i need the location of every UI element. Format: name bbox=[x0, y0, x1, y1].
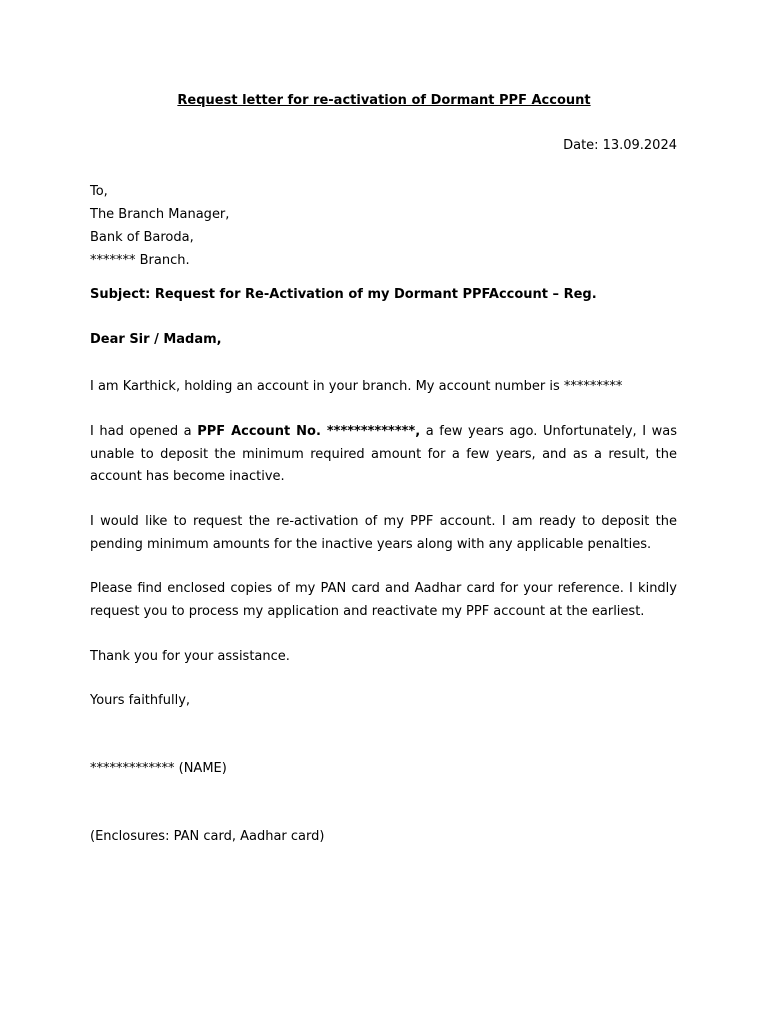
paragraph-account-details bbox=[90, 421, 677, 489]
letter-subject: Subject: Request for Re-Activation of my Dormant PPFAccount – Reg. bbox=[90, 287, 597, 302]
paragraph-request: I would like to request the re-activation of my PPF account. I am ready to deposit the pending minimum amounts for the inactive years along with any applicable penalties. bbox=[90, 514, 677, 552]
address-to: To, bbox=[90, 184, 108, 199]
signature-name: ************* (NAME) bbox=[90, 761, 227, 776]
paragraph-account-details-intro: I had opened a bbox=[90, 424, 198, 439]
enclosures-note: (Enclosures: PAN card, Aadhar card) bbox=[90, 829, 325, 844]
letter-title: Request letter for re-activation of Dormant PPF Account bbox=[177, 93, 591, 108]
date-label: Date: bbox=[563, 138, 599, 153]
letter-salutation: Dear Sir / Madam, bbox=[90, 332, 222, 347]
recipient-address bbox=[90, 180, 229, 272]
paragraph-introduction: I am Karthick, holding an account in your branch. My account number is ********* bbox=[90, 379, 623, 394]
address-bank: Bank of Baroda, bbox=[90, 230, 194, 245]
date-value: 13.09.2024 bbox=[602, 138, 677, 153]
letter-date bbox=[563, 137, 677, 155]
paragraph-thanks: Thank you for your assistance. bbox=[90, 649, 290, 664]
ppf-account-number: PPF Account No. *************, bbox=[197, 424, 421, 439]
address-recipient: The Branch Manager, bbox=[90, 207, 230, 222]
paragraph-account-details-rest: a few years ago. Unfortunately, I was unable to deposit the minimum required amount for a few years, and as a result, the account has become inactive. bbox=[90, 424, 677, 484]
address-branch: ******* Branch. bbox=[90, 253, 190, 268]
paragraph-enclosed-documents: Please find enclosed copies of my PAN card and Aadhar card for your reference. I kindly request you to process my application and reactivate my PPF account at the earliest. bbox=[90, 581, 677, 619]
letter-closing: Yours faithfully, bbox=[90, 693, 191, 708]
